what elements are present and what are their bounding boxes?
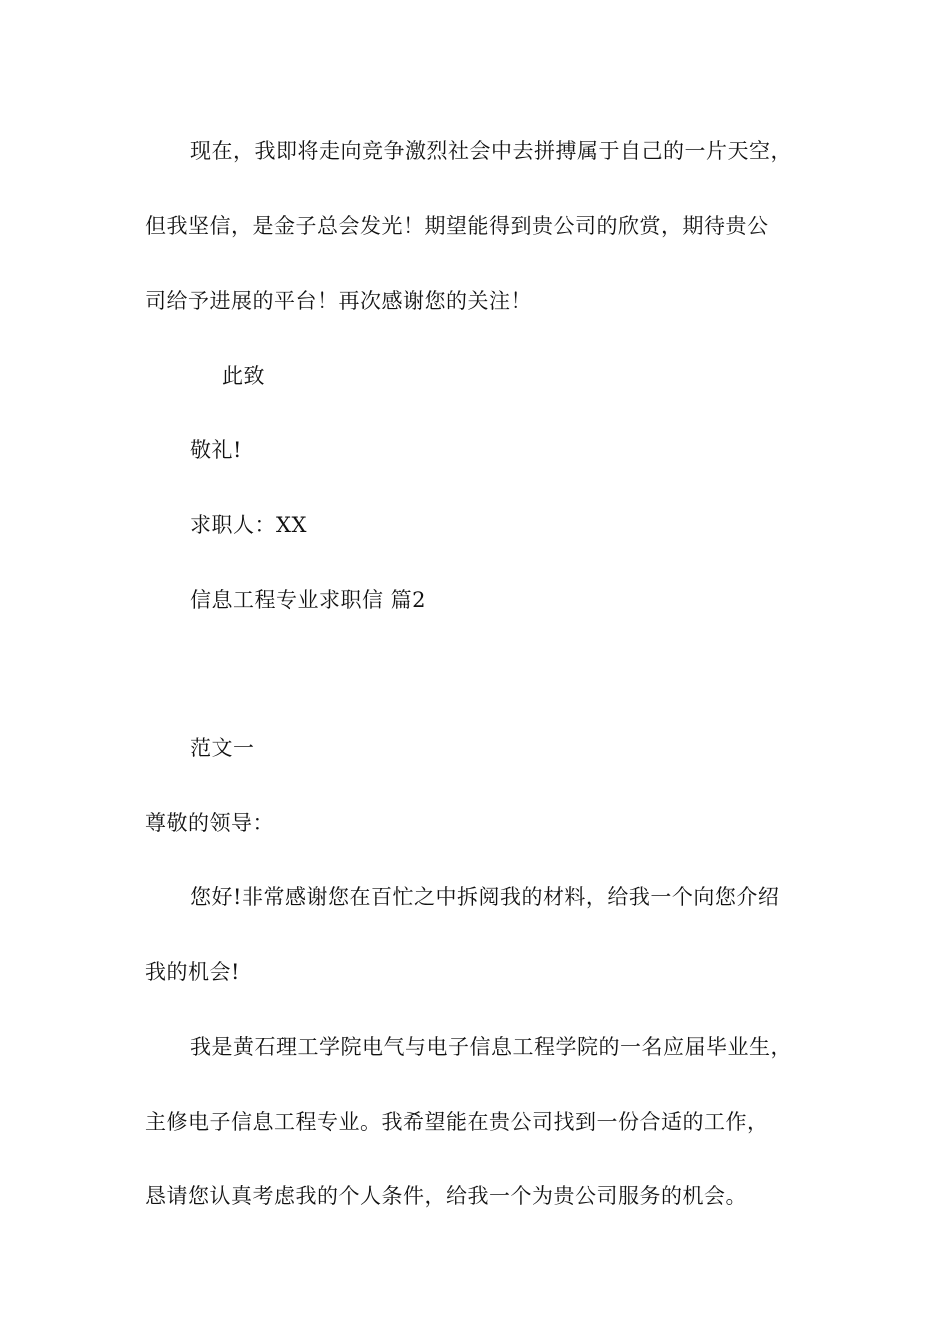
paragraph-line: 我是黄石理工学院电气与电子信息工程学院的一名应届毕业生，	[190, 1035, 792, 1059]
sample-heading: 范文一	[190, 736, 255, 760]
greeting-text: 尊敬的领导：	[145, 811, 274, 835]
paragraph-line: 现在，我即将走向竞争激烈社会中去拼搏属于自己的一片天空，	[190, 139, 792, 163]
closing-text: 此致	[222, 364, 265, 388]
paragraph-line: 主修电子信息工程专业。我希望能在贵公司找到一份合适的工作，	[145, 1110, 769, 1134]
paragraph-line: 但我坚信，是金子总会发光！期望能得到贵公司的欣赏，期待贵公	[145, 214, 769, 238]
paragraph-line: 您好!非常感谢您在百忙之中拆阅我的材料，给我一个向您介绍	[190, 885, 780, 909]
salute-text: 敬礼!	[190, 438, 242, 462]
applicant-signature: 求职人：XX	[190, 513, 307, 537]
section-title: 信息工程专业求职信 篇2	[190, 588, 427, 612]
paragraph-line: 我的机会!	[145, 960, 240, 984]
paragraph-line: 恳请您认真考虑我的个人条件，给我一个为贵公司服务的机会。	[145, 1184, 747, 1208]
paragraph-line: 司给予进展的平台！再次感谢您的关注！	[145, 289, 532, 313]
